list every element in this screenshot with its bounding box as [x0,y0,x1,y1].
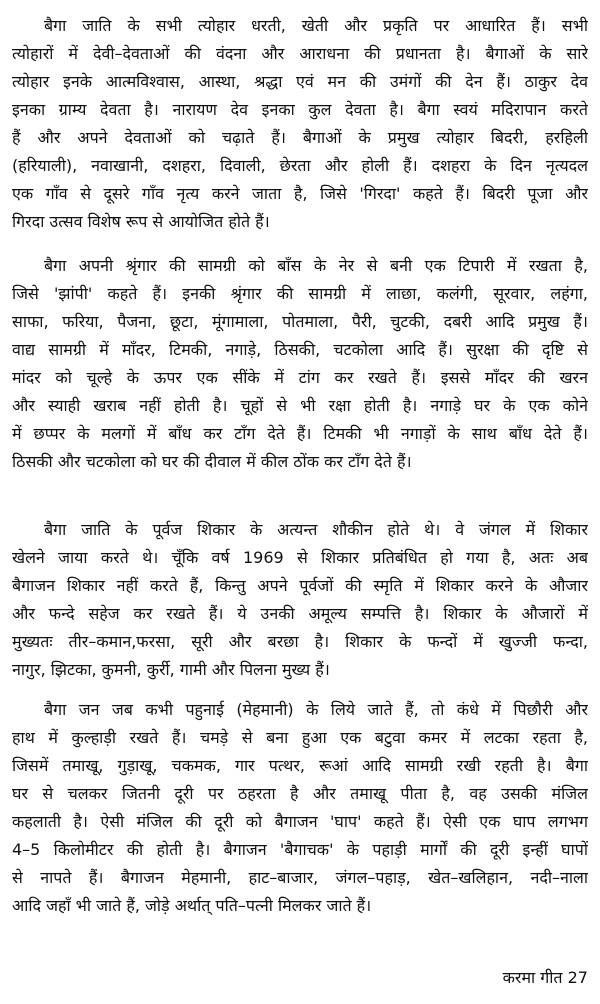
text-line: हैं और अपने देवताओं को चढ़ाते हैं। बैगाओं के प्रमुख त्योहार बिदरी, हरहिली [12,128,588,147]
text-line: बैगा जन जब कभी पहुनाई (मेहमानी) के लिये जाते हैं, तो कंधे में पिछौरी और [44,700,588,719]
text-line: मांदर को चूल्हे के ऊपर एक सींके में टांग कर रखते हैं। इससे माँदर की खरन [12,368,588,387]
text-line: और फन्दे सहेज कर रखते हैं। ये उनकी अमूल्य सम्पत्ति है। शिकार के औजारों में [12,604,588,623]
text-line: साफा, फरिया, पैजना, छूटा, मूंगामाला, पोतमाला, पैरी, चुटकी, दबरी आदि प्रमुख हैं। [12,312,588,331]
text-line: वाद्य सामग्री में माँदर, टिमकी, नगाड़े, ठिसकी, चटकोला आदि हैं। सुरक्षा की दृष्टि से [12,340,588,359]
text-line: एक गाँव से दूसरे गाँव नृत्य करने जाता है, जिसे 'गिरदा' कहते हैं। बिदरी पूजा और [12,184,588,203]
text-line: बैगा जाति के पूर्वज शिकार के अत्यन्त शौकीन होते थे। वे जंगल में शिकार [44,520,588,539]
page-footer-label: करमा गीत 27 [502,968,588,987]
text-line: नागुर, झिटका, कुमनी, कुर्री, गामी और पिलना मुख्य हैं। [12,660,330,679]
text-line: 4–5 किलोमीटर की होती है। बैगाजन 'बैगाचक' के पहाड़ी मार्गों की दूरी इन्हीं घापों [12,840,588,859]
text-line: त्योहारों में देवी–देवताओं की वंदना और आराधना की प्रधानता है। बैगाओं के सारे [12,44,588,63]
text-line: ठिसकी और चटकोला को घर की दीवाल में कील ठोंक कर टाँग देते हैं। [12,452,412,471]
paragraph-festivals [12,12,588,236]
text-line: बैगा जाति के सभी त्योहार धरती, खेती और प्रकृति पर आधारित हैं। सभी [44,16,588,35]
text-line: बैगाजन शिकार नहीं करते हैं, किन्तु अपने पूर्वजों की स्मृति में शिकार करने के औजार [12,576,588,595]
text-line: त्योहार इनके आत्मविश्वास, आस्था, श्रद्धा एवं मन की उमंगों की देन हैं। ठाकुर देव [12,72,588,91]
text-line: मुख्यतः तीर–कमान,फरसा, सूरी और बरछा है। शिकार के फन्दों में खुज्जी फन्दा, [12,632,588,651]
text-line: इनका ग्राम्य देवता है। नारायण देव इनका कुल देवता है। बैगा स्वयं मदिरापान करते [12,100,588,119]
text-line: और स्याही खराब नहीं होती है। चूहों से भी रक्षा होती है। नगाड़े घर के एक कोने [12,396,588,415]
text-line: खेलने जाया करते थे। चूँकि वर्ष 1969 से शिकार प्रतिबंधित हो गया है, अतः अब [12,548,588,567]
text-line: जिसे 'झांपी' कहते हैं। इनकी श्रृंगार की सामग्री में लाछा, कलंगी, सूरवार, लहंगा, [12,284,588,303]
text-line: जिसमें तमाखू, गुड़ाखू, चकमक, गार पत्थर, रूआं आदि सामग्री रखी रहती है। बैगा [12,756,588,775]
paragraph-adornment [12,252,588,476]
text-line: बैगा अपनी श्रृंगार की सामग्री को बाँस के नेर से बनी एक टिपारी में रखता है, [44,256,588,275]
text-line: आदि जहाँ भी जाते हैं, जोड़े अर्थात् पति–पत्नी मिलकर जाते हैं। [12,896,372,915]
text-line: घर से चलकर जितनी दूरी पर ठहरता है और तमाखू पीता है, वह उसकी मंजिल [12,784,588,803]
paragraph-hunting [12,516,588,684]
text-line: हाथ में कुल्हाड़ी रखते हैं। चमड़े से बना हुआ एक बटुवा कमर में लटका रहता है, [12,728,588,747]
text-line: कहलाती है। ऐसी मंजिल की दूरी को बैगाजन 'घाप' कहते हैं। ऐसी एक घाप लगभग [12,812,588,831]
text-line: से नापते हैं। बैगाजन मेहमानी, हाट–बाजार, जंगल–पहाड़, खेत–खलिहान, नदी–नाला [12,868,588,887]
text-line: (हरियाली), नवाखानी, दशहरा, दिवाली, छेरता और होली हैं। दशहरा के दिन नृत्यदल [12,156,588,175]
text-line: में छप्पर के मलगों में बाँध कर टाँग देते हैं। टिमकी भी नगाड़ों के साथ बाँध देते हैं। [12,424,588,443]
text-line: गिरदा उत्सव विशेष रूप से आयोजित होते हैं। [12,212,270,231]
paragraph-hospitality [12,696,588,920]
